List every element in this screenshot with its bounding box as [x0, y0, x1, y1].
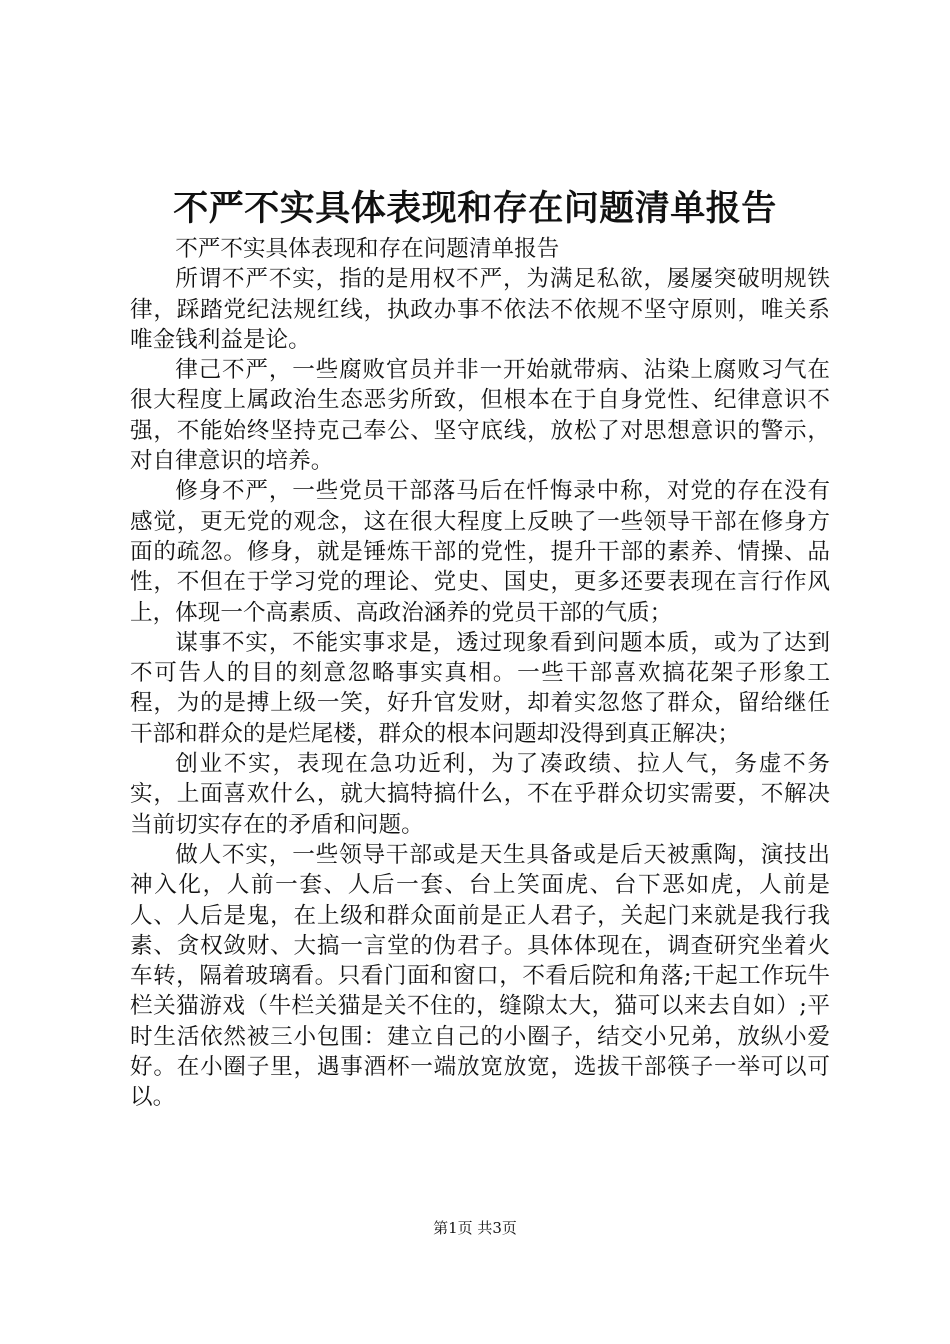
- paragraph-planning: 谋事不实，不能实事求是，透过现象看到问题本质，或为了达到不可告人的目的刻意忽略事实真相。一些干部喜欢搞花架子形象工程，为的是搏上级一笑，好升官发财，却着实忽悠了群众，留给继任干部和群众的是烂尾楼，群众的根本问题却没得到真正解决；: [130, 629, 830, 747]
- paragraph-self-cultivation: 修身不严，一些党员干部落马后在忏悔录中称，对党的存在没有感觉，更无党的观念，这在很大程度上反映了一些领导干部在修身方面的疏忽。修身，就是锤炼干部的党性，提升干部的素养、情操、品性，不但在于学习党的理论、党史、国史，更多还要表现在言行作风上，体现一个高素质、高政治涵养的党员干部的气质；: [130, 478, 830, 626]
- paragraph-entrepreneurship: 创业不实，表现在急功近利，为了凑政绩、拉人气，务虚不务实，上面喜欢什么，就大搞特搞什么，不在乎群众切实需要，不解决当前切实存在的矛盾和问题。: [130, 751, 830, 838]
- document-body: [130, 234, 830, 1113]
- document-title: 不严不实具体表现和存在问题清单报告: [173, 188, 777, 229]
- paragraph-self-discipline: 律己不严，一些腐败官员并非一开始就带病、沾染上腐败习气在很大程度上属政治生态恶劣所致，但根本在于自身党性、纪律意识不强，不能始终坚持克己奉公、坚守底线，放松了对思想意识的警示，对自律意识的培养。: [130, 357, 830, 475]
- paragraph-definition: 所谓不严不实，指的是用权不严，为满足私欲，屡屡突破明规铁律，踩踏党纪法规红线，执政办事不依法不依规不坚守原则，唯关系唯金钱利益是论。: [130, 266, 830, 353]
- paragraph-conduct: 做人不实，一些领导干部或是天生具备或是后天被熏陶，演技出神入化，人前一套、人后一套、台上笑面虎、台下恶如虎，人前是人、人后是鬼，在上级和群众面前是正人君子，关起门来就是我行我素、贪权敛财、大搞一言堂的伪君子。具体体现在，调查研究坐着火车转，隔着玻璃看。只看门面和窗口，不看后院和角落;干起工作玩牛栏关猫游戏（牛栏关猫是关不住的，缝隙太大，猫可以来去自如）;平时生活依然被三小包围：建立自己的小圈子，结交小兄弟，放纵小爱好。在小圈子里，遇事酒杯一端放宽放宽，选拔干部筷子一举可以可以。: [130, 841, 830, 1111]
- page-number-footer: 第1页 共3页: [433, 1219, 517, 1237]
- paragraph-subtitle: 不严不实具体表现和存在问题清单报告: [175, 236, 560, 262]
